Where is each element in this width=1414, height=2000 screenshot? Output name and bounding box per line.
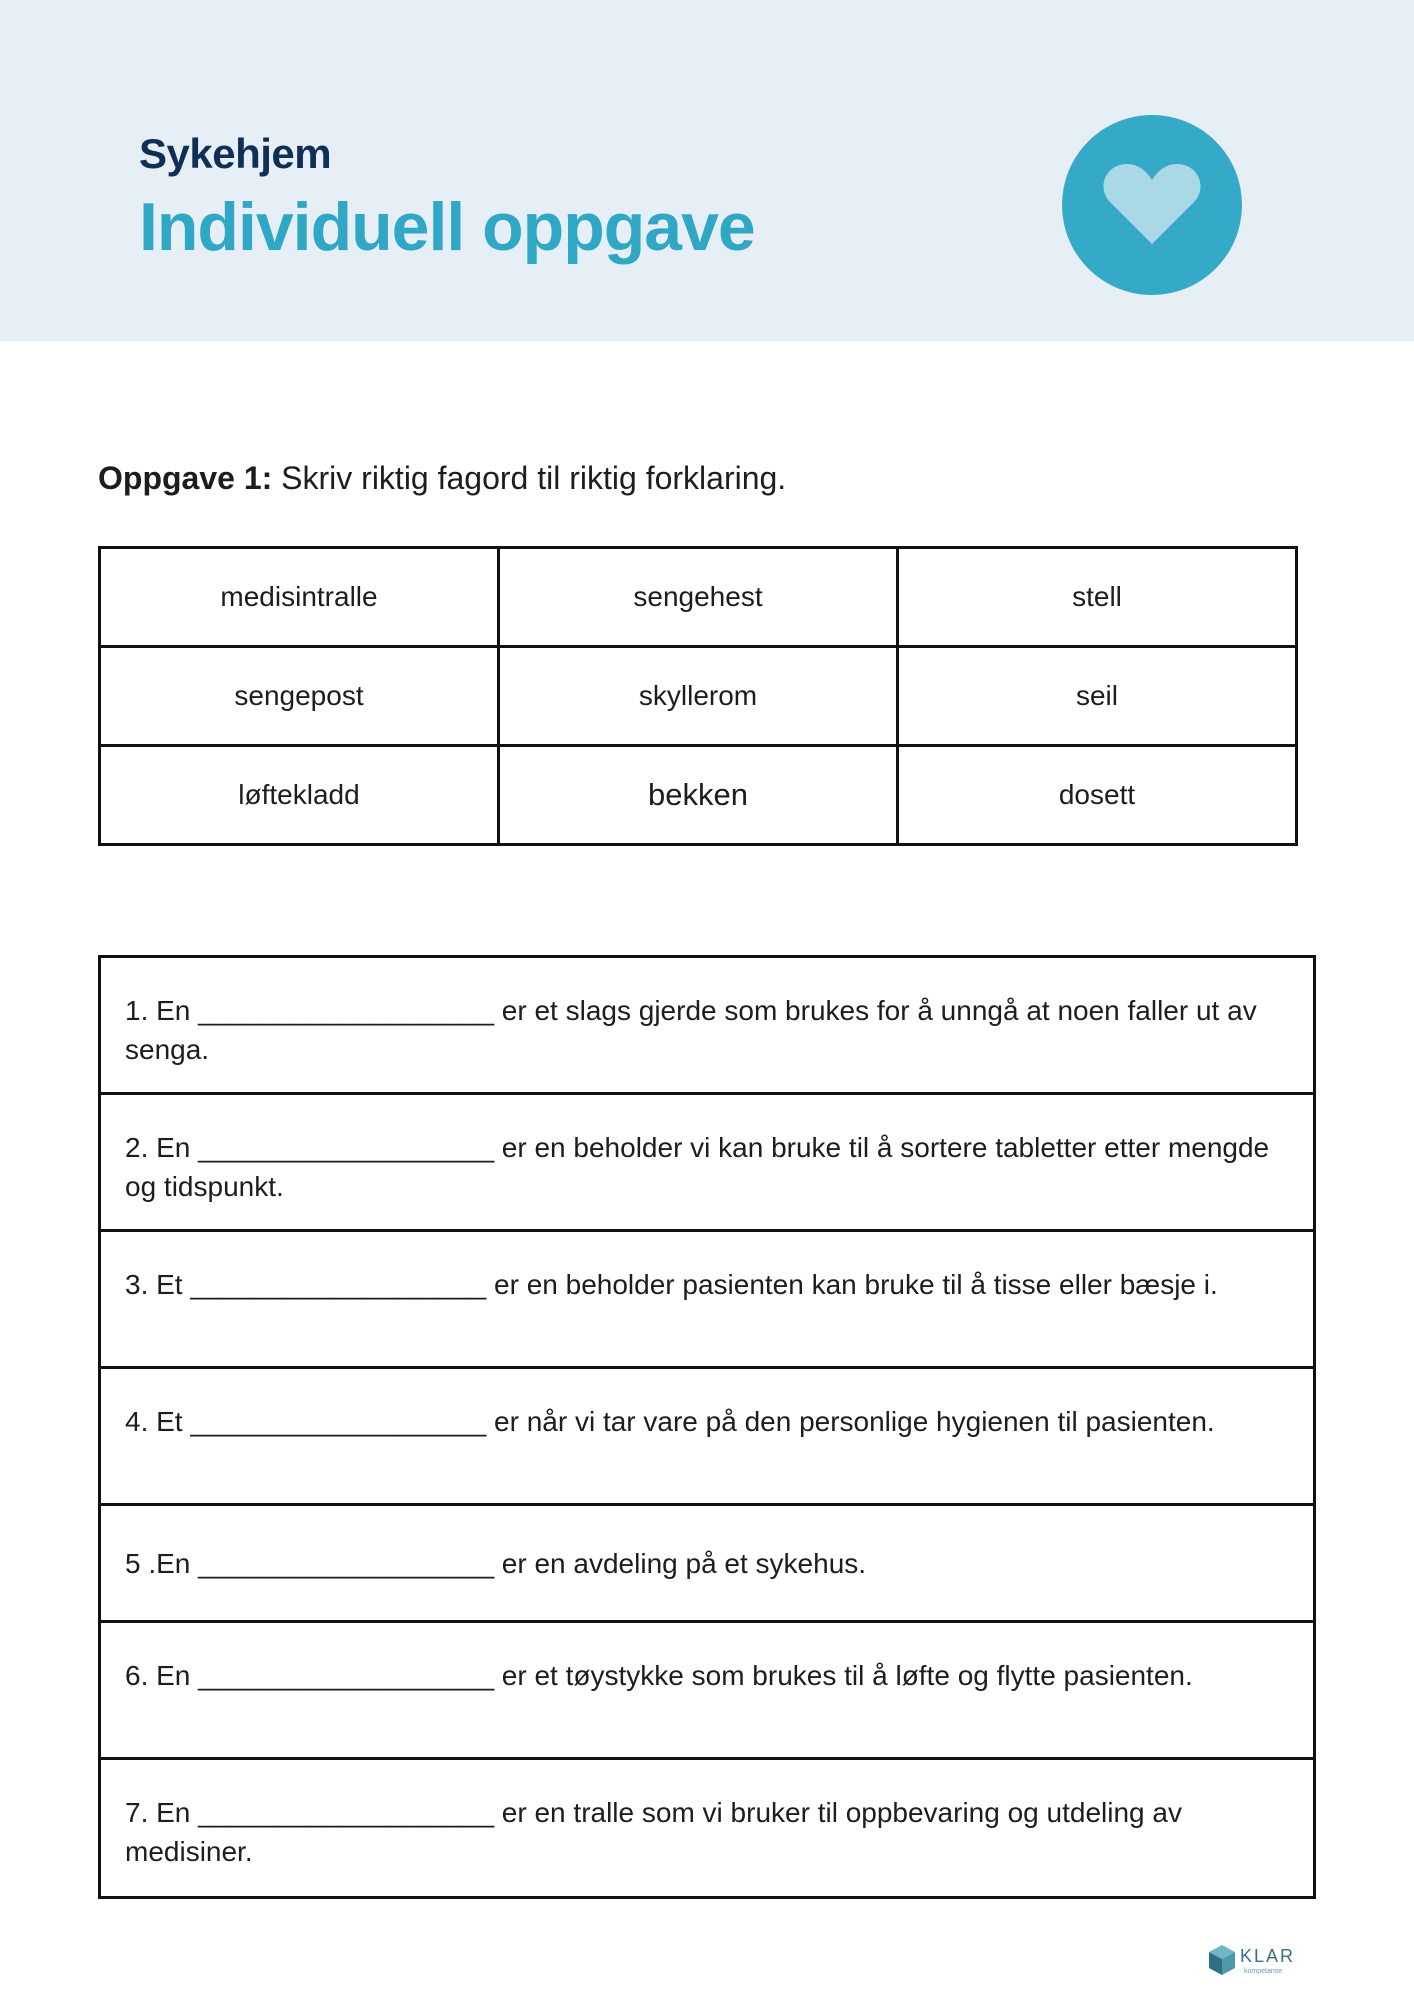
word-cell: sengepost: [100, 647, 499, 746]
klar-logo-icon: [1208, 1944, 1236, 1976]
header-banner: [0, 0, 1414, 341]
sentence-item: 3. Et ___________________ er en beholder pasienten kan bruke til å tisse eller bæsje i.: [101, 1232, 1313, 1369]
word-cell: skyllerom: [499, 647, 898, 746]
sentence-list: [98, 955, 1316, 1899]
table-row: [100, 647, 1297, 746]
page-title: Individuell oppgave: [139, 189, 755, 265]
task-label: Oppgave 1:: [98, 460, 273, 496]
sentence-item: 5 .En ___________________ er en avdeling på et sykehus.: [101, 1506, 1313, 1623]
heart-icon: [1102, 160, 1202, 250]
page-subtitle: Sykehjem: [139, 130, 332, 177]
sentence-item: 1. En ___________________ er et slags gjerde som brukes for å unngå at noen faller ut av senga.: [101, 958, 1313, 1095]
sentence-item: 2. En ___________________ er en beholder vi kan bruke til å sortere tabletter etter mengde og tidspunkt.: [101, 1095, 1313, 1232]
word-bank-table: [98, 546, 1298, 846]
word-cell: bekken: [499, 746, 898, 845]
word-cell: seil: [898, 647, 1297, 746]
task-heading: [98, 460, 786, 497]
word-cell: dosett: [898, 746, 1297, 845]
word-cell: sengehest: [499, 548, 898, 647]
table-row: [100, 548, 1297, 647]
table-row: [100, 746, 1297, 845]
word-cell: løftekladd: [100, 746, 499, 845]
logo-text: KLAR: [1240, 1946, 1296, 1966]
sentence-item: 7. En ___________________ er en tralle som vi bruker til oppbevaring og utdeling av medisiner.: [125, 1797, 1182, 1867]
word-cell: medisintralle: [100, 548, 499, 647]
sentence-item: 4. Et ___________________ er når vi tar vare på den personlige hygienen til pasienten.: [101, 1369, 1313, 1506]
logo-subtext: kompetanse: [1244, 1968, 1283, 1975]
word-cell: stell: [898, 548, 1297, 647]
heart-badge: [1062, 115, 1242, 295]
sentence-item: 6. En ___________________ er et tøystykke som brukes til å løfte og flytte pasienten.: [101, 1623, 1313, 1760]
task-instruction: Skriv riktig fagord til riktig forklaring.: [272, 460, 787, 496]
klar-logo: [1208, 1944, 1298, 1978]
